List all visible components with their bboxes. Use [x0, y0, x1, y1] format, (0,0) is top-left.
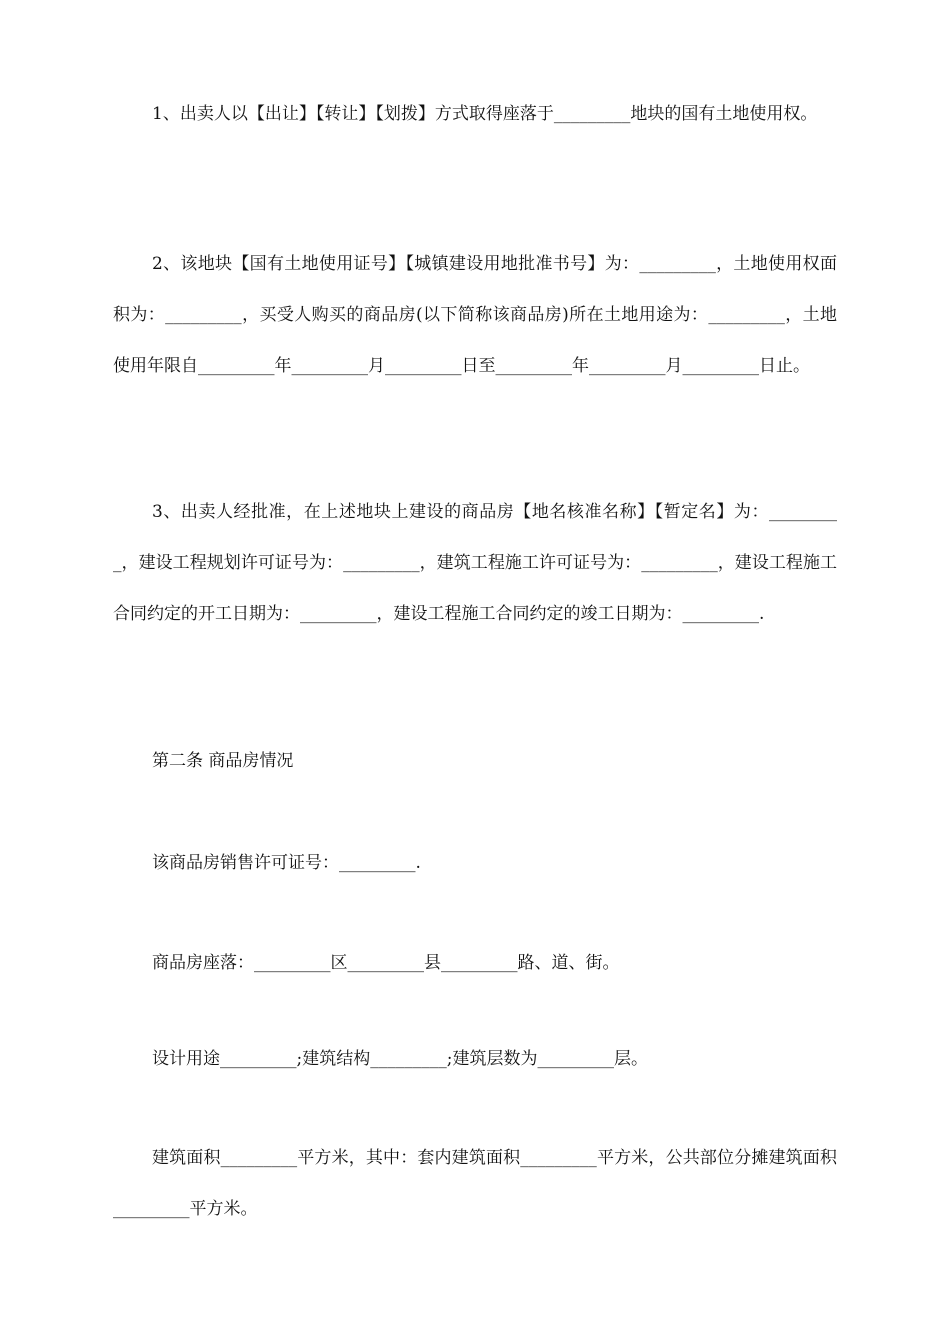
sales-license-line: 该商品房销售许可证号：_________. — [152, 853, 421, 873]
design-usage-line: 设计用途_________;建筑结构_________;建筑层数为_________层。 — [152, 1049, 648, 1069]
clause-1-land-use-right: 1、出卖人以【出让】【转让】【划拨】方式取得座落于_________地块的国有土地使用权。 — [152, 104, 818, 124]
article-2-heading: 第二条 商品房情况 — [152, 751, 294, 771]
clause-2-land-certificate: 2、该地块【国有土地使用证号】【城镇建设用地批准书号】为：_________，土地使用权面积为：_________，买受人购买的商品房(以下简称该商品房)所在土地用途为：_________，土地使用年限自_________年_________月_________日至_________年_________月_________日止。 — [113, 254, 837, 376]
property-location-line: 商品房座落：_________区_________县_________路、道、街。 — [152, 953, 620, 973]
clause-3-project-approval: 3、出卖人经批准，在上述地块上建设的商品房【地名核准名称】【暂定名】为：_________，建设工程规划许可证号为：_________，建筑工程施工许可证号为：_________，建设工程施工合同约定的开工日期为：_________，建设工程施工合同约定的竣工日期为：_________. — [113, 502, 837, 624]
building-area-line: 建筑面积_________平方米，其中：套内建筑面积_________平方米，公共部位分摊建筑面积_________平方米。 — [113, 1148, 837, 1219]
